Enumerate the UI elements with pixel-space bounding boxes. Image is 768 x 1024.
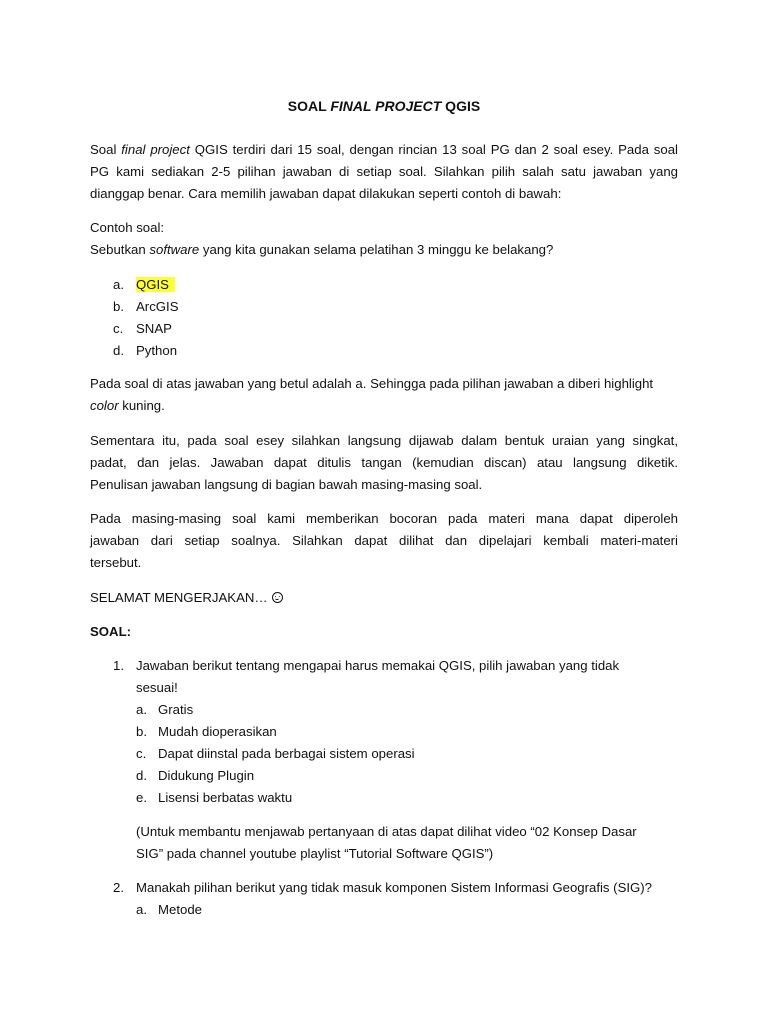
question-1-number: 1. [113, 658, 124, 673]
title-prefix: SOAL [287, 98, 331, 114]
example-option-d: d. Python [113, 343, 178, 358]
example-option-a: a. QGIS [113, 274, 175, 296]
intro-line-3: dianggap benar. Cara memilih jawaban dapat dilakukan seperti contoh di bawah: [90, 186, 562, 201]
explain-paragraph [90, 373, 678, 417]
smiley-icon [272, 592, 283, 603]
question-1-note-line-1: (Untuk membantu menjawab pertanyaan di atas dapat dilihat video “02 Konsep Dasar [136, 824, 637, 839]
question-1-line-2: sesuai! [136, 680, 178, 695]
title-suffix: QGIS [441, 98, 481, 114]
document-page [90, 0, 678, 1024]
essay-line-2: padat, dan jelas. Jawaban dapat ditulis tangan (kemudian discan) atau langsung diketik. [90, 455, 678, 470]
question-1-line-1: Jawaban berikut tentang mengapai harus memakai QGIS, pilih jawaban yang tidak [136, 658, 620, 673]
page-title [90, 96, 678, 116]
essay-line-3: Penulisan jawaban langsung di bagian bawah masing-masing soal. [90, 477, 483, 492]
intro-line-2: PG kami sediakan 2-5 pilihan jawaban di setiap soal. Silahkan pilih salah satu jawaban yang [90, 164, 678, 179]
question-2-option-a: a. Metode [136, 902, 202, 917]
hint-line-3: tersebut. [90, 555, 142, 570]
question-1-option-a: a. Gratis [136, 702, 194, 717]
example-option-c: c. SNAP [113, 321, 172, 336]
closing-text: SELAMAT MENGERJAKAN… [90, 587, 283, 609]
explain-line-1: Pada soal di atas jawaban yang betul adalah a. Sehingga pada pilihan jawaban a diberi highlight [90, 376, 654, 391]
essay-line-1: Sementara itu, pada soal esey silahkan langsung dijawab dalam bentuk uraian yang singkat, [90, 433, 678, 448]
hint-line-1: Pada masing-masing soal kami memberikan bocoran pada materi mana dapat diperoleh [90, 511, 678, 526]
question-2-number: 2. [113, 880, 124, 895]
example-option-b: b. ArcGIS [113, 299, 179, 314]
question-1-option-c: c. Dapat diinstal pada berbagai sistem operasi [136, 746, 415, 761]
question-1-note-line-2: SIG” pada channel youtube playlist “Tutorial Software QGIS”) [136, 846, 494, 861]
question-1-option-d: d. Didukung Plugin [136, 768, 255, 783]
question-1-option-e: e. Lisensi berbatas waktu [136, 790, 293, 805]
soal-heading: SOAL: [90, 624, 132, 639]
essay-note-paragraph [90, 430, 678, 496]
intro-line-1: Soal final project QGIS terdiri dari 15 soal, dengan rincian 13 soal PG dan 2 soal esey. Pada soal [90, 142, 678, 157]
intro-paragraph [90, 139, 678, 205]
example-heading: Contoh soal: [90, 220, 165, 235]
example-question: Sebutkan software yang kita gunakan selama pelatihan 3 minggu ke belakang? [90, 242, 554, 257]
explain-line-2: color kuning. [90, 398, 165, 413]
hint-note-paragraph [90, 508, 678, 574]
title-italic: FINAL PROJECT [330, 98, 442, 114]
question-1-option-b: b. Mudah dioperasikan [136, 724, 277, 739]
question-2-line-1: Manakah pilihan berikut yang tidak masuk komponen Sistem Informasi Geografis (SIG)? [136, 880, 653, 895]
highlighted-answer: QGIS [136, 277, 175, 292]
hint-line-2: jawaban dari setiap soalnya. Silahkan dapat dilihat dan dipelajari kembali materi-materi [90, 533, 678, 548]
